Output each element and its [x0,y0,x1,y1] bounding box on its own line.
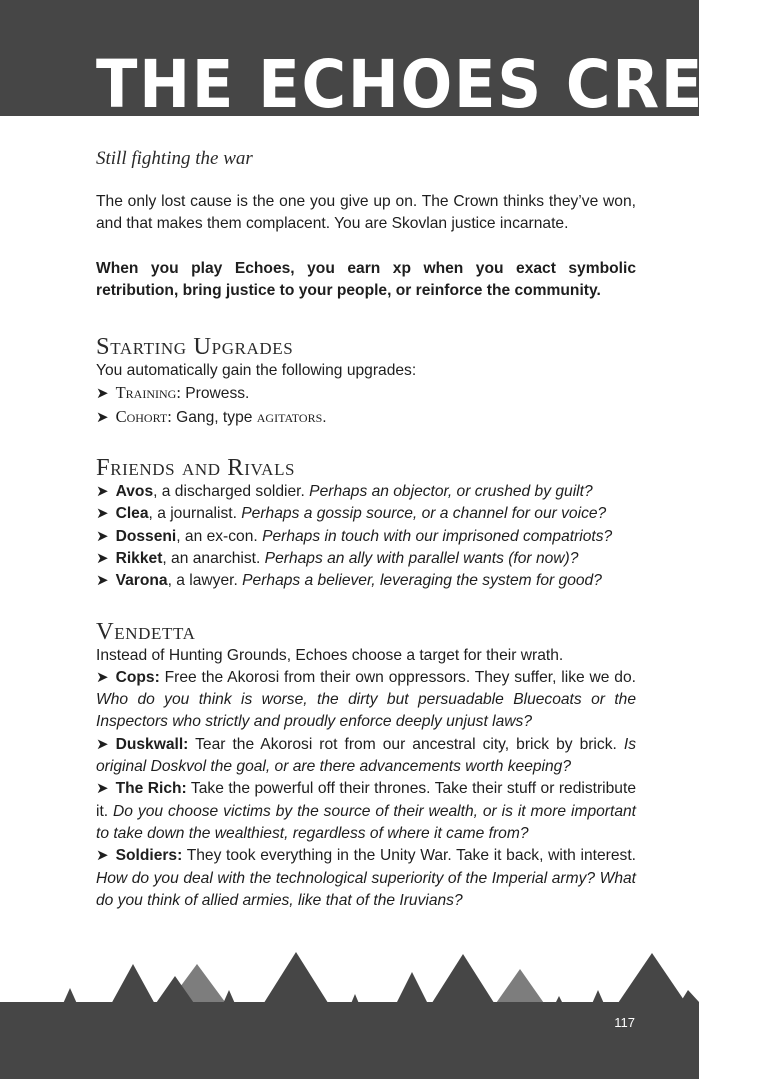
arrowhead-bullet-icon: ➤ [96,549,109,567]
upgrade-type: agitators [256,406,323,426]
contact-item [96,548,636,570]
contact-desc: , a journalist. [148,505,242,523]
contact-question: Perhaps an ally with parallel wants (for now)? [264,549,579,567]
contact-desc: , an anarchist. [162,549,265,567]
page-subtitle: Still fighting the war [96,148,253,169]
vendetta-heading: Vendetta [96,617,196,645]
contact-desc: , a discharged soldier. [153,483,310,501]
page-content [96,146,636,912]
arrowhead-bullet-icon: ➤ [96,385,109,403]
arrowhead-bullet-icon: ➤ [96,780,109,798]
vendetta-target: Cops: [115,668,160,686]
contact-item [96,570,636,592]
upgrade-item [96,406,636,429]
vendetta-question: How do you deal with the technological superiority of the Imperial army? What do you think of allied armies, like that of the Iruvians? [96,869,636,909]
vendetta-text: They took everything in the Unity War. Take it back, with interest. [182,847,636,865]
contact-name: Dosseni [115,527,177,545]
upgrade-name: Cohort: [115,406,172,426]
vendetta-question: Do you choose victims by the source of their wealth, or is it more important to take down the wealthiest, regardless of where it came from? [96,802,636,842]
contact-question: Perhaps an objector, or crushed by guilt? [309,483,593,501]
xp-rule-paragraph: When you play Echoes, you earn xp when you exact symbolic retribution, bring justice to your people, or reinforce the community. [96,259,636,299]
intro-paragraph: The only lost cause is the one you give up on. The Crown thinks they’ve won, and that makes them complacent. You are Skovlan justice incarnate. [96,193,636,233]
vendetta-target: Duskwall: [115,735,189,753]
contact-desc: , an ex-con. [176,527,263,545]
contact-name: Varona [115,572,168,590]
upgrade-text: Prowess. [185,385,250,403]
vendetta-target: Soldiers: [115,847,183,865]
arrowhead-bullet-icon: ➤ [96,505,109,523]
contact-name: Avos [115,483,154,501]
vendetta-item [96,845,636,912]
contact-item [96,526,636,548]
arrowhead-bullet-icon: ➤ [96,847,109,865]
vendetta-item [96,734,636,779]
footer-band [0,1002,699,1079]
friends-rivals-heading: Friends and Rivals [96,454,296,482]
upgrade-name: Training: [115,383,181,403]
contact-question: Perhaps a gossip source, or a channel for our voice? [241,505,607,523]
contact-item [96,481,636,503]
vendetta-target: The Rich: [115,780,187,798]
arrowhead-bullet-icon: ➤ [96,668,109,686]
upgrade-end: . [322,408,327,426]
upgrade-item [96,382,636,405]
arrowhead-bullet-icon: ➤ [96,527,109,545]
contact-item [96,503,636,525]
contact-name: Rikket [115,549,163,567]
vendetta-item [96,667,636,734]
vendetta-question: Who do you think is worse, the dirty but persuadable Bluecoats or the Inspectors who strictly and proudly enforce deeply unjust laws? [96,691,636,731]
mountain-range-icon [0,940,699,1006]
contact-question: Perhaps in touch with our imprisoned compatriots? [262,527,613,545]
arrowhead-bullet-icon: ➤ [96,735,109,753]
contact-name: Clea [115,505,149,523]
arrowhead-bullet-icon: ➤ [96,483,109,501]
contact-question: Perhaps a believer, leveraging the system for good? [242,572,602,590]
starting-upgrades-intro: You automatically gain the following upgrades: [96,362,417,380]
vendetta-text: Take the powerful off their thrones. Take their stuff or redistribute it. [96,780,636,820]
vendetta-text: Free the Akorosi from their own oppressors. They suffer, like we do. [159,668,636,686]
contact-desc: , a lawyer. [167,572,243,590]
vendetta-intro: Instead of Hunting Grounds, Echoes choose a target for their wrath. [96,646,564,664]
vendetta-text: Tear the Akorosi rot from our ancestral city, brick by brick. [188,735,624,753]
vendetta-item [96,778,636,845]
starting-upgrades-heading: Starting Upgrades [96,333,294,361]
arrowhead-bullet-icon: ➤ [96,572,109,590]
arrowhead-bullet-icon: ➤ [96,408,109,426]
upgrade-text: Gang, type [176,408,253,426]
page-number: 117 [614,1015,635,1030]
page-title: THE ECHOES CREW [96,46,773,123]
vendetta-question: Is original Doskvol the goal, or are there advancements worth keeping? [96,735,636,776]
